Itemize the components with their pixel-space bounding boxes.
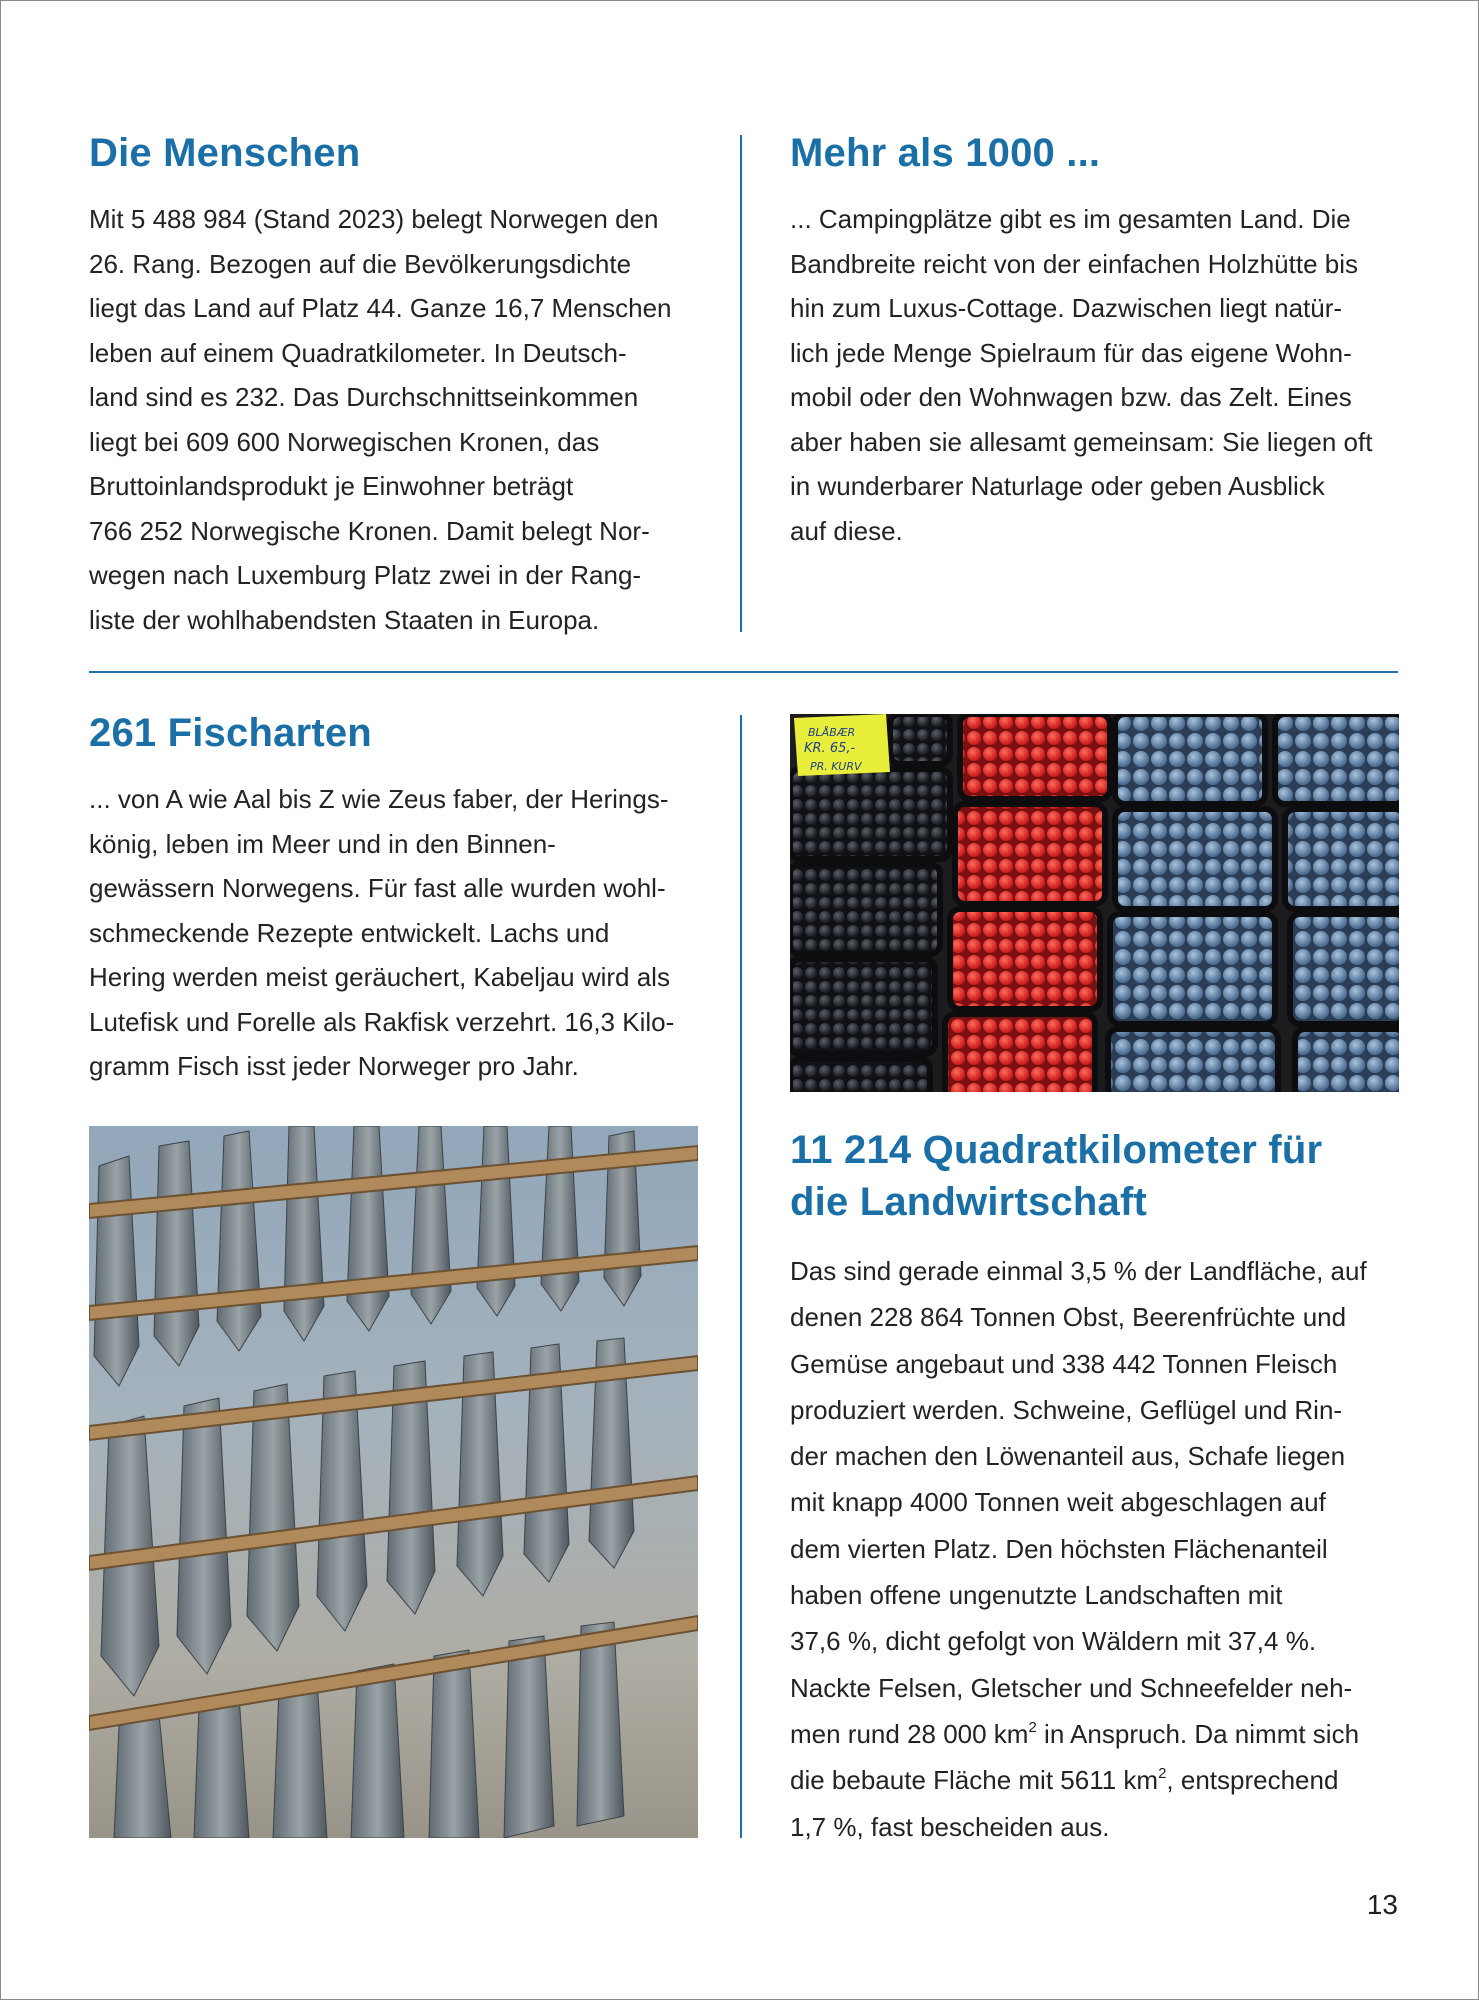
paragraph-fischarten [89,777,719,1089]
column-divider-bottom [740,715,742,1838]
text-line: schmeckende Rezepte entwickelt. Lachs und [89,917,610,948]
text-line: Nackte Felsen, Gletscher und Schneefelder neh- [790,1672,1353,1703]
text-line: auf diese. [790,515,903,546]
text-line: 37,6 %, dicht gefolgt von Wäldern mit 37,4 %. [790,1626,1317,1657]
section-fischarten [89,707,719,1089]
text-line: könig, leben im Meer und in den Binnen- [89,828,556,859]
text-line-km [790,1711,1410,1757]
text-line: liegt das Land auf Platz 44. Ganze 16,7 Menschen [89,293,672,323]
heading-landwirtschaft-line-1: 11 214 Quadratkilometer für [790,1128,1323,1172]
text-line: haben offene ungenutzte Landschaften mit [790,1580,1283,1611]
text-line: hin zum Luxus-Cottage. Dazwischen liegt natür- [790,293,1343,323]
text-line: Das sind gerade einmal 3,5 % der Landfläche, auf [790,1256,1367,1286]
text-line: leben auf einem Quadratkilometer. In Deutsch- [89,337,627,368]
text-line: Bandbreite reicht von der einfachen Holzhütte bis [790,248,1359,279]
section-mehr-als-1000 [790,127,1410,553]
text-line: mit knapp 4000 Tonnen weit abgeschlagen auf [790,1487,1326,1518]
text-line: mobil oder den Wohnwagen bzw. das Zelt. Eines [790,382,1352,412]
price-sign-line-2: KR. 65,- [804,741,856,756]
paragraph-landwirtschaft [790,1248,1410,1850]
text-line-area [790,1757,1410,1803]
text-line: der machen den Löwenanteil aus, Schafe liegen [790,1441,1346,1472]
heading-die-menschen: Die Menschen [89,131,361,175]
text-line: Lutefisk und Forelle als Rakfisk verzehrt. 16,3 Kilo- [89,1006,675,1037]
text-line: land sind es 232. Das Durchschnittseinkommen [89,382,639,412]
text-line: Gemüse angebaut und 338 442 Tonnen Fleisch [790,1348,1338,1379]
text-line: wegen nach Luxemburg Platz zwei in der Rang- [89,560,642,590]
text-line: lich jede Menge Spielraum für das eigene Wohn- [790,337,1352,368]
text-fragment: , entsprechend [1166,1765,1339,1796]
horizontal-divider [89,671,1398,673]
superscript: 2 [1028,1718,1037,1736]
text-line: in wunderbarer Naturlage oder geben Ausblick [790,471,1325,501]
text-line: Hering werden meist geräuchert, Kabeljau wird als [89,962,670,992]
heading-landwirtschaft [790,1124,1410,1228]
text-line: 766 252 Norwegische Kronen. Damit belegt Nor- [89,515,650,546]
text-line: Bruttoinlandsprodukt je Einwohner beträgt [89,471,574,501]
heading-fischarten: 261 Fischarten [89,711,372,755]
text-line: ... Campingplätze gibt es im gesamten Land. Die [790,204,1351,234]
berries-illustration [790,714,1399,1092]
heading-mehr-als-1000: Mehr als 1000 ... [790,131,1101,175]
page-number: 13 [1366,1889,1398,1920]
superscript: 2 [1158,1765,1167,1783]
section-landwirtschaft [790,1124,1410,1850]
text-fragment: men rund 28 000 km [790,1718,1029,1749]
photo-stockfish-drying-racks [89,1126,698,1838]
text-line: gewässern Norwegens. Für fast alle wurden wohl- [89,873,666,903]
stockfish-illustration [89,1126,698,1838]
paragraph-die-menschen [89,197,719,642]
text-line: 1,7 %, fast bescheiden aus. [790,1811,1110,1842]
text-line: gramm Fisch isst jeder Norweger pro Jahr. [89,1051,579,1081]
text-line: ... von A wie Aal bis Z wie Zeus faber, der Herings- [89,784,669,814]
text-line: liste der wohlhabendsten Staaten in Europa. [89,604,600,635]
column-divider-top [740,135,742,632]
text-line: 26. Rang. Bezogen auf die Bevölkerungsdichte [89,248,632,279]
text-line: produziert werden. Schweine, Geflügel und Rin- [790,1394,1343,1425]
text-line: aber haben sie allesamt gemeinsam: Sie liegen oft [790,426,1373,457]
price-sign-line-1: BLÅBÆR [808,726,856,739]
price-sign-line-3: PR. KURV [810,760,862,773]
text-line: Mit 5 488 984 (Stand 2023) belegt Norwegen den [89,204,659,234]
photo-berries-market [790,714,1399,1092]
price-sign [794,714,890,776]
text-line: dem vierten Platz. Den höchsten Flächenanteil [790,1533,1328,1564]
heading-landwirtschaft-line-2: die Landwirtschaft [790,1180,1147,1224]
text-line: denen 228 864 Tonnen Obst, Beerenfrüchte und [790,1302,1347,1333]
text-fragment: die bebaute Fläche mit 5611 km [790,1765,1159,1796]
section-die-menschen [89,127,719,642]
paragraph-mehr-als-1000 [790,197,1410,553]
text-line: liegt bei 609 600 Norwegischen Kronen, das [89,426,600,457]
text-fragment: in Anspruch. Da nimmt sich [1036,1718,1360,1749]
